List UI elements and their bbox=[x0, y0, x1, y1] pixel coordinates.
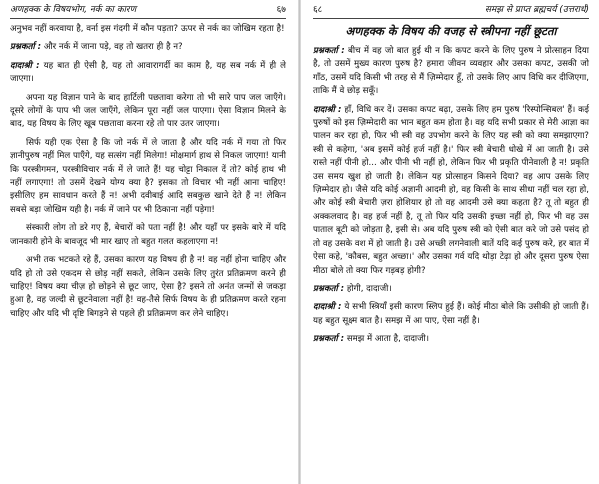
left-running-title: अणहक्क के विषयभोग, नर्क का कारण bbox=[10, 5, 137, 15]
right-paragraph-2: दादाश्री : हाँ, विधि कर दें। उसका कपट बढ़ा, उसके लिए हम पुरुष 'रिस्पोन्सिबल' हैं। कई पुरुषों को इस ज़िम्मेदारी का भान बहुत कम होता है। वह यदि सभी प्रकार से मेरी आज्ञा का पालन कर रहा हो, फिर भी स्त्री वह उपभोग करने के लिए यह स्त्री को क्या समझाएगा? स्त्री से कहेगा, 'अब इसमें कोई हर्ज नहीं है।' फिर स्त्री बेचारी धोखे में आ जाती है। उसे रास्ते नहीं पीनी हो... और पीनी भी नहीं हो, लेकिन फिर भी प्रकृति पीनेवाली है न! प्रकृति उस समय खुश हो जाती है। लेकिन यह प्रोत्साहन किसने दिया? वह आप उसके लिए ज़िम्मेदार हो। जैसे यदि कोई अज्ञानी आदमी हो, वह किसी के साथ सीधा नहीं चल रहा हो, और कोई स्त्री बेचारी ज़रा होशियार हो तो वह आदमी उसे क्या कहता है? तू तो बहुत ही अक्कलवाद है। वह हर्ज नहीं है, तू तो फिर यदि उसकी इच्छा नहीं हो, फिर भी वह उस पाताल बूटी को जोड़ता है, इसी से। अब यदि पुरुष स्त्री को ऐसी बात करे जो उसे पसंद हो तो वह उसके वश में हो जाती है। उसे अच्छी लगनेवाली बातें यदि कई पुरुष करे, हर बात में ऐसा कहे, 'कौबस, बहुत अच्छा।' और उसका गर्व यदि थोड़ा टेढ़ा हो और दूसरा पुरुष ऐसा मीठा बोले तो क्या फिर गड़बड़ होगी? bbox=[313, 104, 589, 276]
book-gutter bbox=[298, 0, 301, 484]
left-page-header bbox=[10, 4, 286, 19]
chapter-title: अणहक्क के विषय की वजह से स्त्रीपना नहीं छूटता bbox=[345, 24, 557, 38]
speaker-label: प्रश्नकर्ता : bbox=[10, 42, 42, 53]
left-paragraph-3: दादाश्री : यह बात ही ऐसी है, यह तो आवारागर्दी का काम है, यह सब नर्क में ही ले जाएगा। bbox=[10, 60, 286, 85]
left-page bbox=[0, 0, 296, 484]
right-paragraph-3: प्रश्नकर्ता : होगी, दादाजी। bbox=[313, 283, 392, 294]
right-running-title: समझ से प्राप्त ब्रह्मचर्य (उत्तरार्ध) bbox=[484, 5, 589, 15]
left-paragraph-6: संस्कारी लोग तो डरे गए हैं, बेचारों को पता नहीं है! और यहाँ पर इसके बारे में यदि जानकारी होने के बावजूद भी मार खाए तो बहुत गलत कहलाएगा न! bbox=[10, 223, 286, 247]
right-paragraph-5: प्रश्नकर्ता : समझ में आता है, दादाजी। bbox=[313, 334, 430, 345]
speaker-label: दादाश्री : bbox=[313, 302, 342, 313]
right-page bbox=[303, 0, 599, 484]
left-paragraph-5: सिर्फ यही एक ऐसा है कि जो नर्क में ले जाता है और यदि नर्क में गया तो फिर ज्ञानीपुरुष नहीं मिल पाएँगे, यह सत्संग नहीं मिलेगा! मोक्षमार्ग हाथ से निकल जाएगा! यानी कि परस्त्रीगमन, परस्त्रीविचार नर्क में ले जाते हैं! यह चोट्टा निकाल दें तो? कोई हाथ भी नहीं लगाएगा! तो उसमें देखने योग्य क्या है? इसका तो विचार भी नहीं आना चाहिए! इसीलिए हम सावधान करते हैं न! अभी दवीबाई आदि सबकुछ खाने देते हैं न! लेकिन सबसे बड़ा जोखिम यही है। नर्क में जाने पर भी ठिकाना नहीं पड़ेगा! bbox=[10, 137, 286, 215]
right-page-number: ६८ bbox=[313, 5, 323, 15]
speaker-label: प्रश्नकर्ता : bbox=[313, 334, 345, 345]
right-paragraph-1: प्रश्नकर्ता : बीच में वह जो बात हुई थी न कि कपट करने के लिए पुरुष ने प्रोत्साहन दिया है, तो उसमें मुख्य कारण पुरुष है? हमारा जीवन व्यवहार और उसका कपट, उसकी जो गाँठ, उसमें यदि किसी भी तरह से मैं ज़िम्मेदार हूँ, तो उसके लिए आप विधि कर दीजिएगा, ताकि मैं वे छोड़ सकूँ। bbox=[313, 46, 589, 97]
speaker-label: प्रश्नकर्ता : bbox=[313, 283, 345, 294]
left-paragraph-7: अभी तक भटकते रहे हैं, उसका कारण यह विषय ही है न! वह नहीं होना चाहिए और यदि हो तो उसे एकदम से छोड़ नहीं सकते, लेकिन उसके लिए तुरंत प्रतिक्रमण करने ही चाहिए! विषय क्या चीज़ हो छोड़ने से छूट जाए, ऐसा है? इसने तो अनंत जन्मों से जकड़ा हुआ है, वह जल्दी से छूटनेवाला नहीं है! वह-तैसे सिर्फ विषय के ही प्रतिक्रमण करते रहना चाहिए और यदि भी दृष्टि बिगड़ने से पहले ही प्रतिक्रमण कर लेने चाहिए। bbox=[10, 255, 286, 319]
speaker-label: दादाश्री : bbox=[313, 104, 342, 115]
left-paragraph-2: प्रश्नकर्ता : और नर्क में जाना पड़े, वह तो खतरा ही है न? bbox=[10, 42, 183, 53]
speaker-label: दादाश्री : bbox=[10, 60, 40, 71]
left-page-number: ६७ bbox=[276, 5, 286, 15]
left-paragraph-4: अपना यह विज्ञान पाने के बाद हार्टिली पछतावा करेगा तो भी सारे पाप जल जाएँगे। दूसरे लोगों के पाप भी जल जाएँगे, लेकिन पूरा नहीं जल पाएगा। ऐसा विज्ञान मिलने के बाद, यह विषय के लिए खूब पछतावा करना रहे तो पार उतर जाएगा। bbox=[10, 92, 286, 130]
left-paragraph-1: अनुभव नहीं करवाया है, वर्ना इस गंदगी में कौन पड़ता? ऊपर से नर्क का जोखिम रहता है! bbox=[10, 24, 285, 34]
right-page-header bbox=[313, 4, 589, 19]
speaker-label: प्रश्नकर्ता : bbox=[313, 46, 345, 56]
right-paragraph-4: दादाश्री : ये सभी स्त्रियाँ इसी कारण स्लिप हुई हैं। कोई मीठा बोले कि उसीकी हो जाती हैं। यह बहुत सूक्ष्म बात है। समझ में आ पाए, ऐसा नहीं है। bbox=[313, 302, 589, 326]
